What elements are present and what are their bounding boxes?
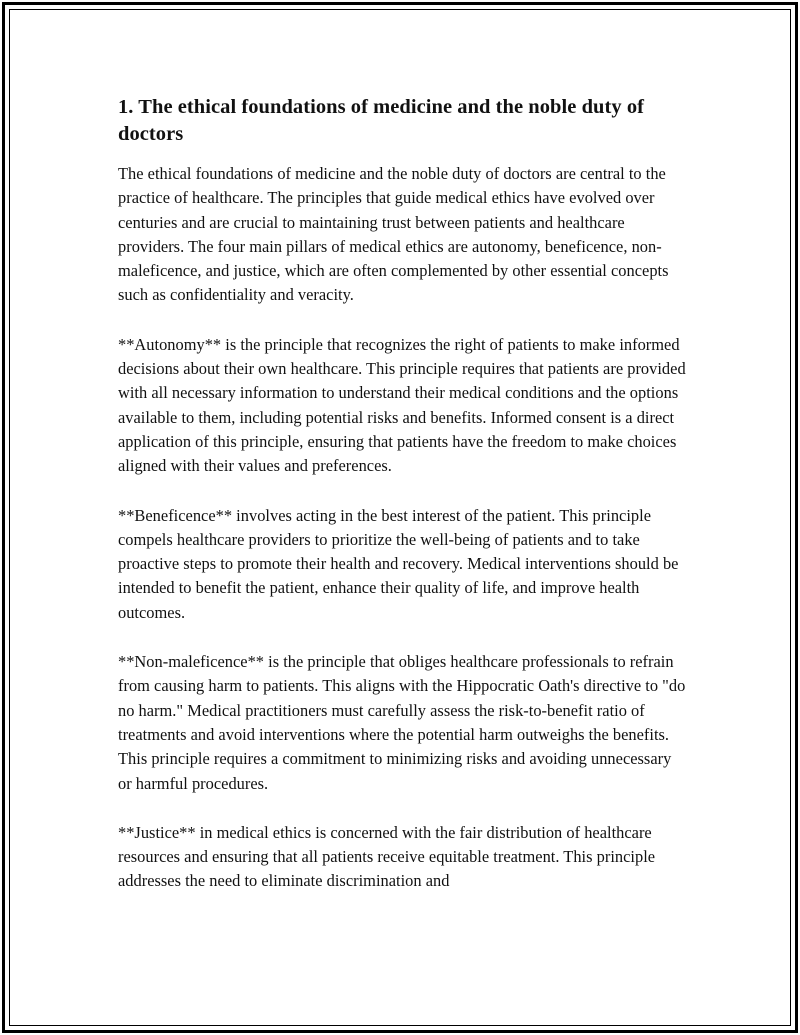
paragraph-beneficence: **Beneficence** involves acting in the best interest of the patient. This principle compels healthcare providers to prioritize the well-being of patients and to take proactive steps to promote their health and recovery. Medical interventions should be intended to benefit the patient, enhance their quality of life, and improve health outcomes.: [118, 505, 679, 622]
section-heading: 1. The ethical foundations of medicine and the noble duty of doctors: [118, 96, 644, 145]
paragraph-non-maleficence: **Non-maleficence** is the principle that obliges healthcare professionals to refrain from causing harm to patients. This aligns with the Hippocratic Oath's directive to "do no harm." Medical practitioners must carefully assess the risk-to-benefit ratio of treatments and avoid interventions where the potential harm outweighs the benefits. This principle requires a commitment to minimizing risks and avoiding unnecessary or harmful procedures.: [118, 652, 686, 793]
paragraph-justice: **Justice** in medical ethics is concerned with the fair distribution of healthcare resources and ensuring that all patients receive equitable treatment. This principle addresses the need to eliminate discrimination and: [118, 822, 656, 891]
paragraph-autonomy: **Autonomy** is the principle that recognizes the right of patients to make informed decisions about their own healthcare. This principle requires that patients are provided with all necessary information to understand their medical conditions and the options available to them, including potential risks and benefits. Informed consent is a direct application of this principle, ensuring that patients have the freedom to make choices aligned with their values and preferences.: [118, 334, 686, 476]
paragraph-introduction: The ethical foundations of medicine and the noble duty of doctors are central to the practice of healthcare. The principles that guide medical ethics have evolved over centuries and are crucial to maintaining trust between patients and healthcare providers. The four main pillars of medical ethics are autonomy, beneficence, non-maleficence, and justice, which are often complemented by other essential concepts such as confidentiality and veracity.: [118, 164, 669, 305]
document-body: [118, 94, 688, 919]
